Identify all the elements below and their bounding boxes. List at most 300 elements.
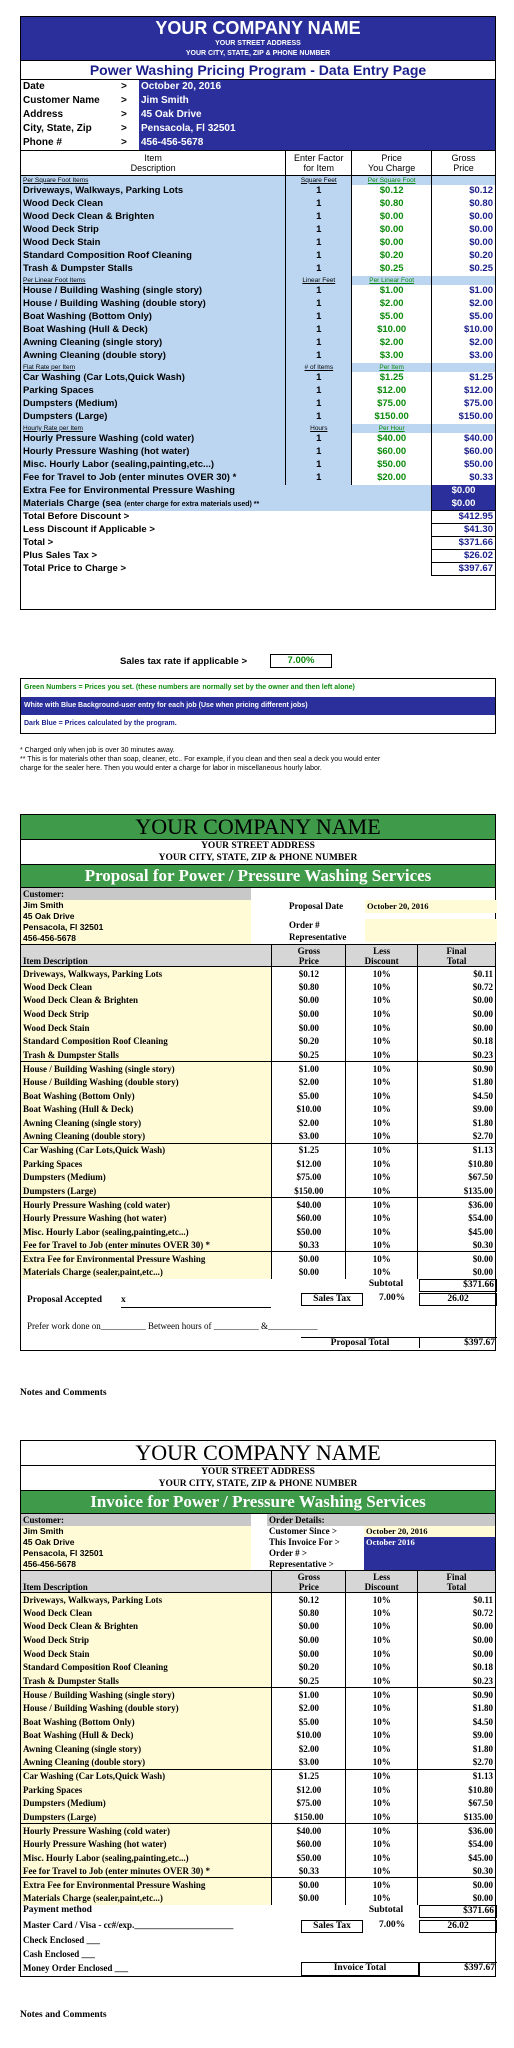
customer-field-label [21, 122, 139, 136]
price-input[interactable]: $0.00 [352, 224, 432, 237]
table-row [21, 198, 496, 211]
final-total: $0.18 [418, 1660, 496, 1674]
table-row [21, 1062, 496, 1076]
company-header [20, 16, 496, 61]
final-total: $0.00 [418, 1892, 496, 1906]
final-total: $2.70 [418, 1756, 496, 1770]
final-total: $0.90 [418, 1062, 496, 1076]
col-item-desc: Item Description [21, 1571, 272, 1593]
group-header-cell [432, 424, 496, 433]
discount: 10% [346, 1620, 418, 1634]
factor-input[interactable]: 1 [286, 311, 352, 324]
discount: 10% [346, 1769, 418, 1783]
discount: 10% [346, 1021, 418, 1035]
invoice-footer [20, 1905, 496, 1977]
col-less-2: Discount [364, 1581, 399, 1592]
item-description: Wood Deck Clean & Brighten [21, 994, 272, 1008]
group-header-cell: # of Items [286, 363, 352, 372]
table-row [21, 1701, 496, 1715]
item-description: Standard Composition Roof Cleaning [21, 1660, 272, 1674]
table-row [21, 433, 496, 446]
field-label: Address [23, 109, 64, 120]
customer-name[interactable]: Jim Smith [21, 1526, 251, 1537]
factor-input[interactable]: 1 [286, 263, 352, 276]
group-header [21, 175, 496, 185]
item-description: Boat Washing (Bottom Only) [21, 311, 286, 324]
total-pct [352, 537, 432, 550]
discount: 10% [346, 1647, 418, 1661]
invoice-total-value: $397.67 [419, 1962, 497, 1976]
item-description: Wood Deck Clean [21, 1606, 272, 1620]
gross-price: $3.00 [432, 350, 496, 363]
footnote-1: * Charged only when job is over 30 minutes away. [20, 747, 175, 754]
table-row [21, 1864, 496, 1878]
invoice-total-label: Invoice Total [301, 1962, 419, 1976]
discount: 10% [346, 1075, 418, 1089]
gross-price: $2.00 [272, 1742, 346, 1756]
col-gross: Gross [451, 152, 476, 163]
price-input[interactable]: $12.00 [352, 385, 432, 398]
final-total: $1.80 [418, 1116, 496, 1130]
arrow-icon: > [121, 123, 127, 134]
gross-price: $50.00 [432, 459, 496, 472]
item-description: Misc. Hourly Labor (sealing,painting,etc...) [21, 1851, 272, 1865]
group-header-cell: Per Item [352, 363, 432, 372]
discount: 10% [346, 1783, 418, 1797]
table-row [21, 1647, 496, 1661]
table-row [21, 1184, 496, 1198]
discount: 10% [346, 1742, 418, 1756]
customer-field-value[interactable]: 456-456-5678 [141, 137, 204, 148]
extra-row [21, 485, 496, 498]
factor-input[interactable]: 1 [286, 411, 352, 424]
table-row [21, 1238, 496, 1252]
item-description: Boat Washing (Bottom Only) [21, 1089, 272, 1103]
gross-price: $5.00 [272, 1089, 346, 1103]
customer-since[interactable]: October 20, 2016 [364, 1526, 495, 1537]
price-input[interactable]: $1.00 [352, 285, 432, 298]
final-total: $0.00 [418, 1633, 496, 1647]
discount: 10% [346, 1116, 418, 1130]
item-description: Boat Washing (Bottom Only) [21, 1715, 272, 1729]
total-value: $397.67 [432, 563, 496, 576]
sales-tax-rate-label: Sales tax rate if applicable > [120, 656, 247, 667]
customer-name[interactable]: Jim Smith [21, 900, 251, 911]
table-row [21, 411, 496, 424]
price-input[interactable]: $75.00 [352, 398, 432, 411]
discount: 10% [346, 980, 418, 994]
subtotal-label: Subtotal [368, 1905, 404, 1916]
notes-and-comments: Notes and Comments [20, 2010, 107, 2020]
table-row [21, 324, 496, 337]
table-row [21, 1075, 496, 1089]
final-total: $0.00 [418, 1266, 496, 1280]
field-label: Date [23, 81, 45, 92]
final-total: $0.00 [418, 1007, 496, 1021]
factor-input[interactable]: 1 [286, 250, 352, 263]
customer-city[interactable]: Pensacola, Fl 32501 [21, 1548, 251, 1559]
proposal-accepted-label: Proposal Accepted [27, 1295, 103, 1306]
table-row [21, 1878, 496, 1892]
prefer-work-line[interactable]: Prefer work done on__________ Between hours of __________ &___________ [27, 1321, 318, 1332]
cash-enclosed[interactable]: Cash Enclosed ___ [23, 1949, 96, 1960]
discount: 10% [346, 1225, 418, 1239]
gross-price: $2.00 [272, 1701, 346, 1715]
item-description: Awning Cleaning (single story) [21, 1742, 272, 1756]
final-total: $0.11 [418, 1593, 496, 1607]
item-description: Wood Deck Stain [21, 1647, 272, 1661]
discount: 10% [346, 1851, 418, 1865]
table-row [21, 250, 496, 263]
discount: 10% [346, 1701, 418, 1715]
col-less: Less [373, 1571, 391, 1582]
table-row [21, 1266, 496, 1280]
item-description: Driveways, Walkways, Parking Lots [21, 967, 272, 981]
discount: 10% [346, 1606, 418, 1620]
item-description: Wood Deck Stain [21, 237, 286, 250]
gross-price: $1.00 [432, 285, 496, 298]
table-row [21, 1116, 496, 1130]
gross-price: $40.00 [432, 433, 496, 446]
proposal-street: YOUR STREET ADDRESS [20, 840, 496, 852]
order-input[interactable] [364, 1548, 495, 1559]
gross-price: $3.00 [272, 1130, 346, 1144]
item-description: Parking Spaces [21, 1157, 272, 1171]
item-description: Wood Deck Clean & Brighten [21, 211, 286, 224]
total-pct [352, 511, 432, 524]
total-value: $41.30 [432, 524, 496, 537]
factor-input[interactable]: 1 [286, 372, 352, 385]
final-total: $0.00 [418, 1252, 496, 1266]
final-total: $0.00 [418, 1647, 496, 1661]
gross-price: $0.20 [432, 250, 496, 263]
customer-field-label [21, 80, 139, 94]
factor-input[interactable]: 1 [286, 472, 352, 485]
discount: 10% [346, 1102, 418, 1116]
factor-input[interactable]: 1 [286, 350, 352, 363]
table-row [21, 185, 496, 198]
gross-price: $0.25 [432, 263, 496, 276]
invoice-city: YOUR CITY, STATE, ZIP & PHONE NUMBER [20, 1478, 496, 1490]
gross-price: $10.00 [272, 1102, 346, 1116]
final-total: $1.80 [418, 1701, 496, 1715]
item-description: Standard Composition Roof Cleaning [21, 250, 286, 263]
factor-input[interactable]: 1 [286, 237, 352, 250]
sales-tax-rate-input[interactable]: 7.00% [270, 654, 332, 668]
table-row [21, 459, 496, 472]
factor-input[interactable]: 1 [286, 198, 352, 211]
discount: 10% [346, 1660, 418, 1674]
discount: 10% [346, 1796, 418, 1810]
item-description: Awning Cleaning (single story) [21, 337, 286, 350]
group-header [21, 363, 496, 372]
item-description: Hourly Pressure Washing (hot water) [21, 446, 286, 459]
invoice-title: Invoice for Power / Pressure Washing Services [20, 1490, 496, 1514]
discount: 10% [346, 1715, 418, 1729]
price-input[interactable]: $2.00 [352, 337, 432, 350]
gross-price: $60.00 [272, 1837, 346, 1851]
group-header-cell: Hourly Rate per Item [21, 424, 286, 433]
arrow-icon: > [121, 81, 127, 92]
final-total: $0.30 [418, 1238, 496, 1252]
signature-line[interactable] [121, 1295, 271, 1308]
discount: 10% [346, 1130, 418, 1144]
item-description: Awning Cleaning (single story) [21, 1116, 272, 1130]
order-input[interactable] [365, 919, 497, 932]
table-row [21, 1756, 496, 1770]
total-row [21, 537, 496, 550]
item-description: Awning Cleaning (double story) [21, 350, 286, 363]
factor-input[interactable]: 1 [286, 324, 352, 337]
proposal-date[interactable]: October 20, 2016 [365, 900, 497, 913]
total-row [21, 563, 496, 576]
gross-price: $0.20 [272, 1660, 346, 1674]
subtotal-value: $371.66 [419, 1279, 497, 1292]
table-row [21, 1633, 496, 1647]
factor-input[interactable]: 1 [286, 446, 352, 459]
sales-tax-label: Sales Tax [301, 1293, 363, 1306]
table-row [21, 1170, 496, 1184]
price-input[interactable]: $0.80 [352, 198, 432, 211]
customer-address[interactable]: 45 Oak Drive [21, 1537, 251, 1548]
arrow-icon: > [121, 95, 127, 106]
final-total: $1.13 [418, 1143, 496, 1157]
item-description: Wood Deck Strip [21, 1633, 272, 1647]
discount: 10% [346, 1170, 418, 1184]
group-header-cell [432, 175, 496, 185]
table-row [21, 1225, 496, 1239]
item-description: Dumpsters (Medium) [21, 1796, 272, 1810]
group-header-cell: Per Linear Foot Items [21, 276, 286, 285]
discount: 10% [346, 1089, 418, 1103]
final-total: $9.00 [418, 1102, 496, 1116]
col-price-2: You Charge [368, 162, 416, 173]
item-description: Wood Deck Strip [21, 224, 286, 237]
customer-phone[interactable]: 456-456-5678 [21, 933, 251, 944]
final-total: $0.00 [418, 1878, 496, 1892]
page-title: Power Washing Pricing Program - Data Entry Page [20, 61, 496, 80]
final-total: $0.00 [418, 1021, 496, 1035]
final-total: $0.72 [418, 1606, 496, 1620]
item-description: Dumpsters (Medium) [21, 1170, 272, 1184]
gross-price: $0.12 [272, 967, 346, 981]
item-description: Fee for Travel to Job (enter minutes OVER 30) * [21, 1238, 272, 1252]
gross-price: $0.00 [432, 224, 496, 237]
table-row [21, 263, 496, 276]
table-row [21, 1198, 496, 1212]
gross-price: $2.00 [272, 1075, 346, 1089]
customer-address[interactable]: 45 Oak Drive [21, 911, 251, 922]
item-description: Boat Washing (Hull & Deck) [21, 1728, 272, 1742]
credit-card-line[interactable]: Master Card / Visa - cc#/exp.______________________ [23, 1920, 234, 1931]
col-final: Final [446, 1571, 467, 1582]
table-row [21, 1674, 496, 1688]
table-row [21, 385, 496, 398]
proposal-title: Proposal for Power / Pressure Washing Services [20, 864, 496, 888]
gross-price: $2.00 [272, 1116, 346, 1130]
customer-field-value[interactable]: Pensacola, Fl 32501 [141, 123, 236, 134]
table-row [21, 1728, 496, 1742]
table-row [21, 1715, 496, 1729]
total-value: $412.95 [432, 511, 496, 524]
discount: 10% [346, 1878, 418, 1892]
proposal-customer-box [20, 888, 496, 944]
total-row [21, 524, 496, 537]
item-description: Car Washing (Car Lots,Quick Wash) [21, 1769, 272, 1783]
price-input[interactable]: $150.00 [352, 411, 432, 424]
extra-value: $0.00 [432, 485, 496, 498]
item-description: House / Building Washing (double story) [21, 298, 286, 311]
final-total: $36.00 [418, 1824, 496, 1838]
table-row [21, 285, 496, 298]
customer-field-value[interactable]: October 20, 2016 [141, 81, 222, 92]
table-row [21, 1048, 496, 1062]
price-input[interactable]: $3.00 [352, 350, 432, 363]
table-row [21, 1593, 496, 1607]
table-bottom-cell [21, 576, 496, 610]
item-description: Boat Washing (Hull & Deck) [21, 1102, 272, 1116]
footnote-2: ** This is for materials other than soap, cleaner, etc.. For example, if you clean and then seal a deck you would enter [20, 756, 381, 763]
final-total: $2.70 [418, 1130, 496, 1144]
price-input[interactable]: $0.00 [352, 237, 432, 250]
price-input[interactable]: $0.12 [352, 185, 432, 198]
factor-input[interactable]: 1 [286, 285, 352, 298]
discount: 10% [346, 1810, 418, 1824]
price-input[interactable]: $60.00 [352, 446, 432, 459]
table-row [21, 472, 496, 485]
discount: 10% [346, 1157, 418, 1171]
item-description: Hourly Pressure Washing (cold water) [21, 1198, 272, 1212]
customer-field-value[interactable]: 45 Oak Drive [141, 109, 202, 120]
gross-price: $3.00 [272, 1756, 346, 1770]
table-row [21, 1157, 496, 1171]
notes-and-comments: Notes and Comments [20, 1388, 107, 1398]
final-total: $45.00 [418, 1851, 496, 1865]
item-description: Trash & Dumpster Stalls [21, 1674, 272, 1688]
factor-input[interactable]: 1 [286, 337, 352, 350]
price-input[interactable]: $2.00 [352, 298, 432, 311]
order-details-heading: Order Details: [267, 1514, 495, 1526]
price-input[interactable]: $5.00 [352, 311, 432, 324]
discount: 10% [346, 1143, 418, 1157]
price-input[interactable]: $20.00 [352, 472, 432, 485]
factor-input[interactable]: 1 [286, 185, 352, 198]
customer-field-label [21, 108, 139, 122]
final-total: $1.80 [418, 1075, 496, 1089]
factor-input[interactable]: 1 [286, 298, 352, 311]
col-gross: Gross [297, 945, 320, 956]
gross-price: $1.25 [272, 1143, 346, 1157]
total-label: Total Before Discount > [21, 511, 352, 524]
field-label: Customer Name [23, 95, 100, 106]
invoice-for-label: This Invoice For > [269, 1537, 340, 1547]
table-row [21, 224, 496, 237]
money-order-enclosed[interactable]: Money Order Enclosed ___ [23, 1963, 129, 1974]
factor-input[interactable]: 1 [286, 224, 352, 237]
invoice-for[interactable]: October 2016 [364, 1537, 495, 1548]
final-total: $54.00 [418, 1211, 496, 1225]
group-header [21, 424, 496, 433]
col-gross-2: Price [298, 955, 319, 966]
discount: 10% [346, 1034, 418, 1048]
item-description: Misc. Hourly Labor (sealing,painting,etc...) [21, 459, 286, 472]
factor-input[interactable]: 1 [286, 385, 352, 398]
discount: 10% [346, 1756, 418, 1770]
customer-phone[interactable]: 456-456-5678 [21, 1559, 251, 1570]
item-description: Wood Deck Stain [21, 1021, 272, 1035]
representative-input[interactable] [365, 932, 497, 942]
price-input[interactable]: $10.00 [352, 324, 432, 337]
extra-value: $0.00 [432, 498, 496, 511]
discount: 10% [346, 1633, 418, 1647]
gross-price: $50.00 [272, 1851, 346, 1865]
customer-since-label: Customer Since > [269, 1526, 337, 1536]
final-total: $0.30 [418, 1864, 496, 1878]
discount: 10% [346, 1864, 418, 1878]
price-input[interactable]: $40.00 [352, 433, 432, 446]
group-header-cell: Per Linear Foot [352, 276, 432, 285]
price-input[interactable]: $0.25 [352, 263, 432, 276]
group-header-cell: Square Feet [286, 175, 352, 185]
arrow-icon: > [121, 109, 127, 120]
subtotal-label: Subtotal [368, 1279, 404, 1290]
price-input[interactable]: $1.25 [352, 372, 432, 385]
total-label: Less Discount if Applicable > [21, 524, 352, 537]
discount: 10% [346, 1048, 418, 1062]
factor-input[interactable]: 1 [286, 398, 352, 411]
table-row [21, 1021, 496, 1035]
customer-city[interactable]: Pensacola, Fl 32501 [21, 922, 251, 933]
price-input[interactable]: $50.00 [352, 459, 432, 472]
col-final-2: Total [446, 1581, 467, 1592]
representative-input[interactable] [364, 1559, 495, 1570]
item-description: Standard Composition Roof Cleaning [21, 1034, 272, 1048]
table-row [21, 1130, 496, 1144]
discount: 10% [346, 1688, 418, 1702]
proposal-company-name: YOUR COMPANY NAME [20, 814, 496, 840]
factor-input[interactable]: 1 [286, 211, 352, 224]
sales-tax-label: Sales Tax [301, 1920, 363, 1933]
customer-field-value[interactable]: Jim Smith [141, 95, 189, 106]
table-row [21, 1796, 496, 1810]
factor-input[interactable]: 1 [286, 459, 352, 472]
item-description: Materials Charge (sealer,paint,etc...) [21, 1892, 272, 1906]
gross-price: $50.00 [272, 1225, 346, 1239]
price-input[interactable]: $0.00 [352, 211, 432, 224]
discount: 10% [346, 994, 418, 1008]
item-description: Hourly Pressure Washing (cold water) [21, 1824, 272, 1838]
item-description: House / Building Washing (single story) [21, 1062, 272, 1076]
data-entry-section [20, 16, 496, 772]
proposal-total-value: $397.67 [419, 1337, 497, 1348]
legend-green: Green Numbers = Prices you set. (these numbers are normally set by the owner and then left alone) [21, 679, 495, 697]
table-row [21, 1211, 496, 1225]
final-total: $135.00 [418, 1810, 496, 1824]
table-row [21, 1620, 496, 1634]
discount: 10% [346, 967, 418, 981]
final-total: $67.50 [418, 1796, 496, 1810]
check-enclosed[interactable]: Check Enclosed ___ [23, 1935, 101, 1946]
discount: 10% [346, 1062, 418, 1076]
table-row [21, 967, 496, 981]
factor-input[interactable]: 1 [286, 433, 352, 446]
price-input[interactable]: $0.20 [352, 250, 432, 263]
discount: 10% [346, 1892, 418, 1906]
item-description: Trash & Dumpster Stalls [21, 263, 286, 276]
table-row [21, 237, 496, 250]
table-row [21, 1007, 496, 1021]
total-pct[interactable]: 10.00% [352, 524, 432, 537]
